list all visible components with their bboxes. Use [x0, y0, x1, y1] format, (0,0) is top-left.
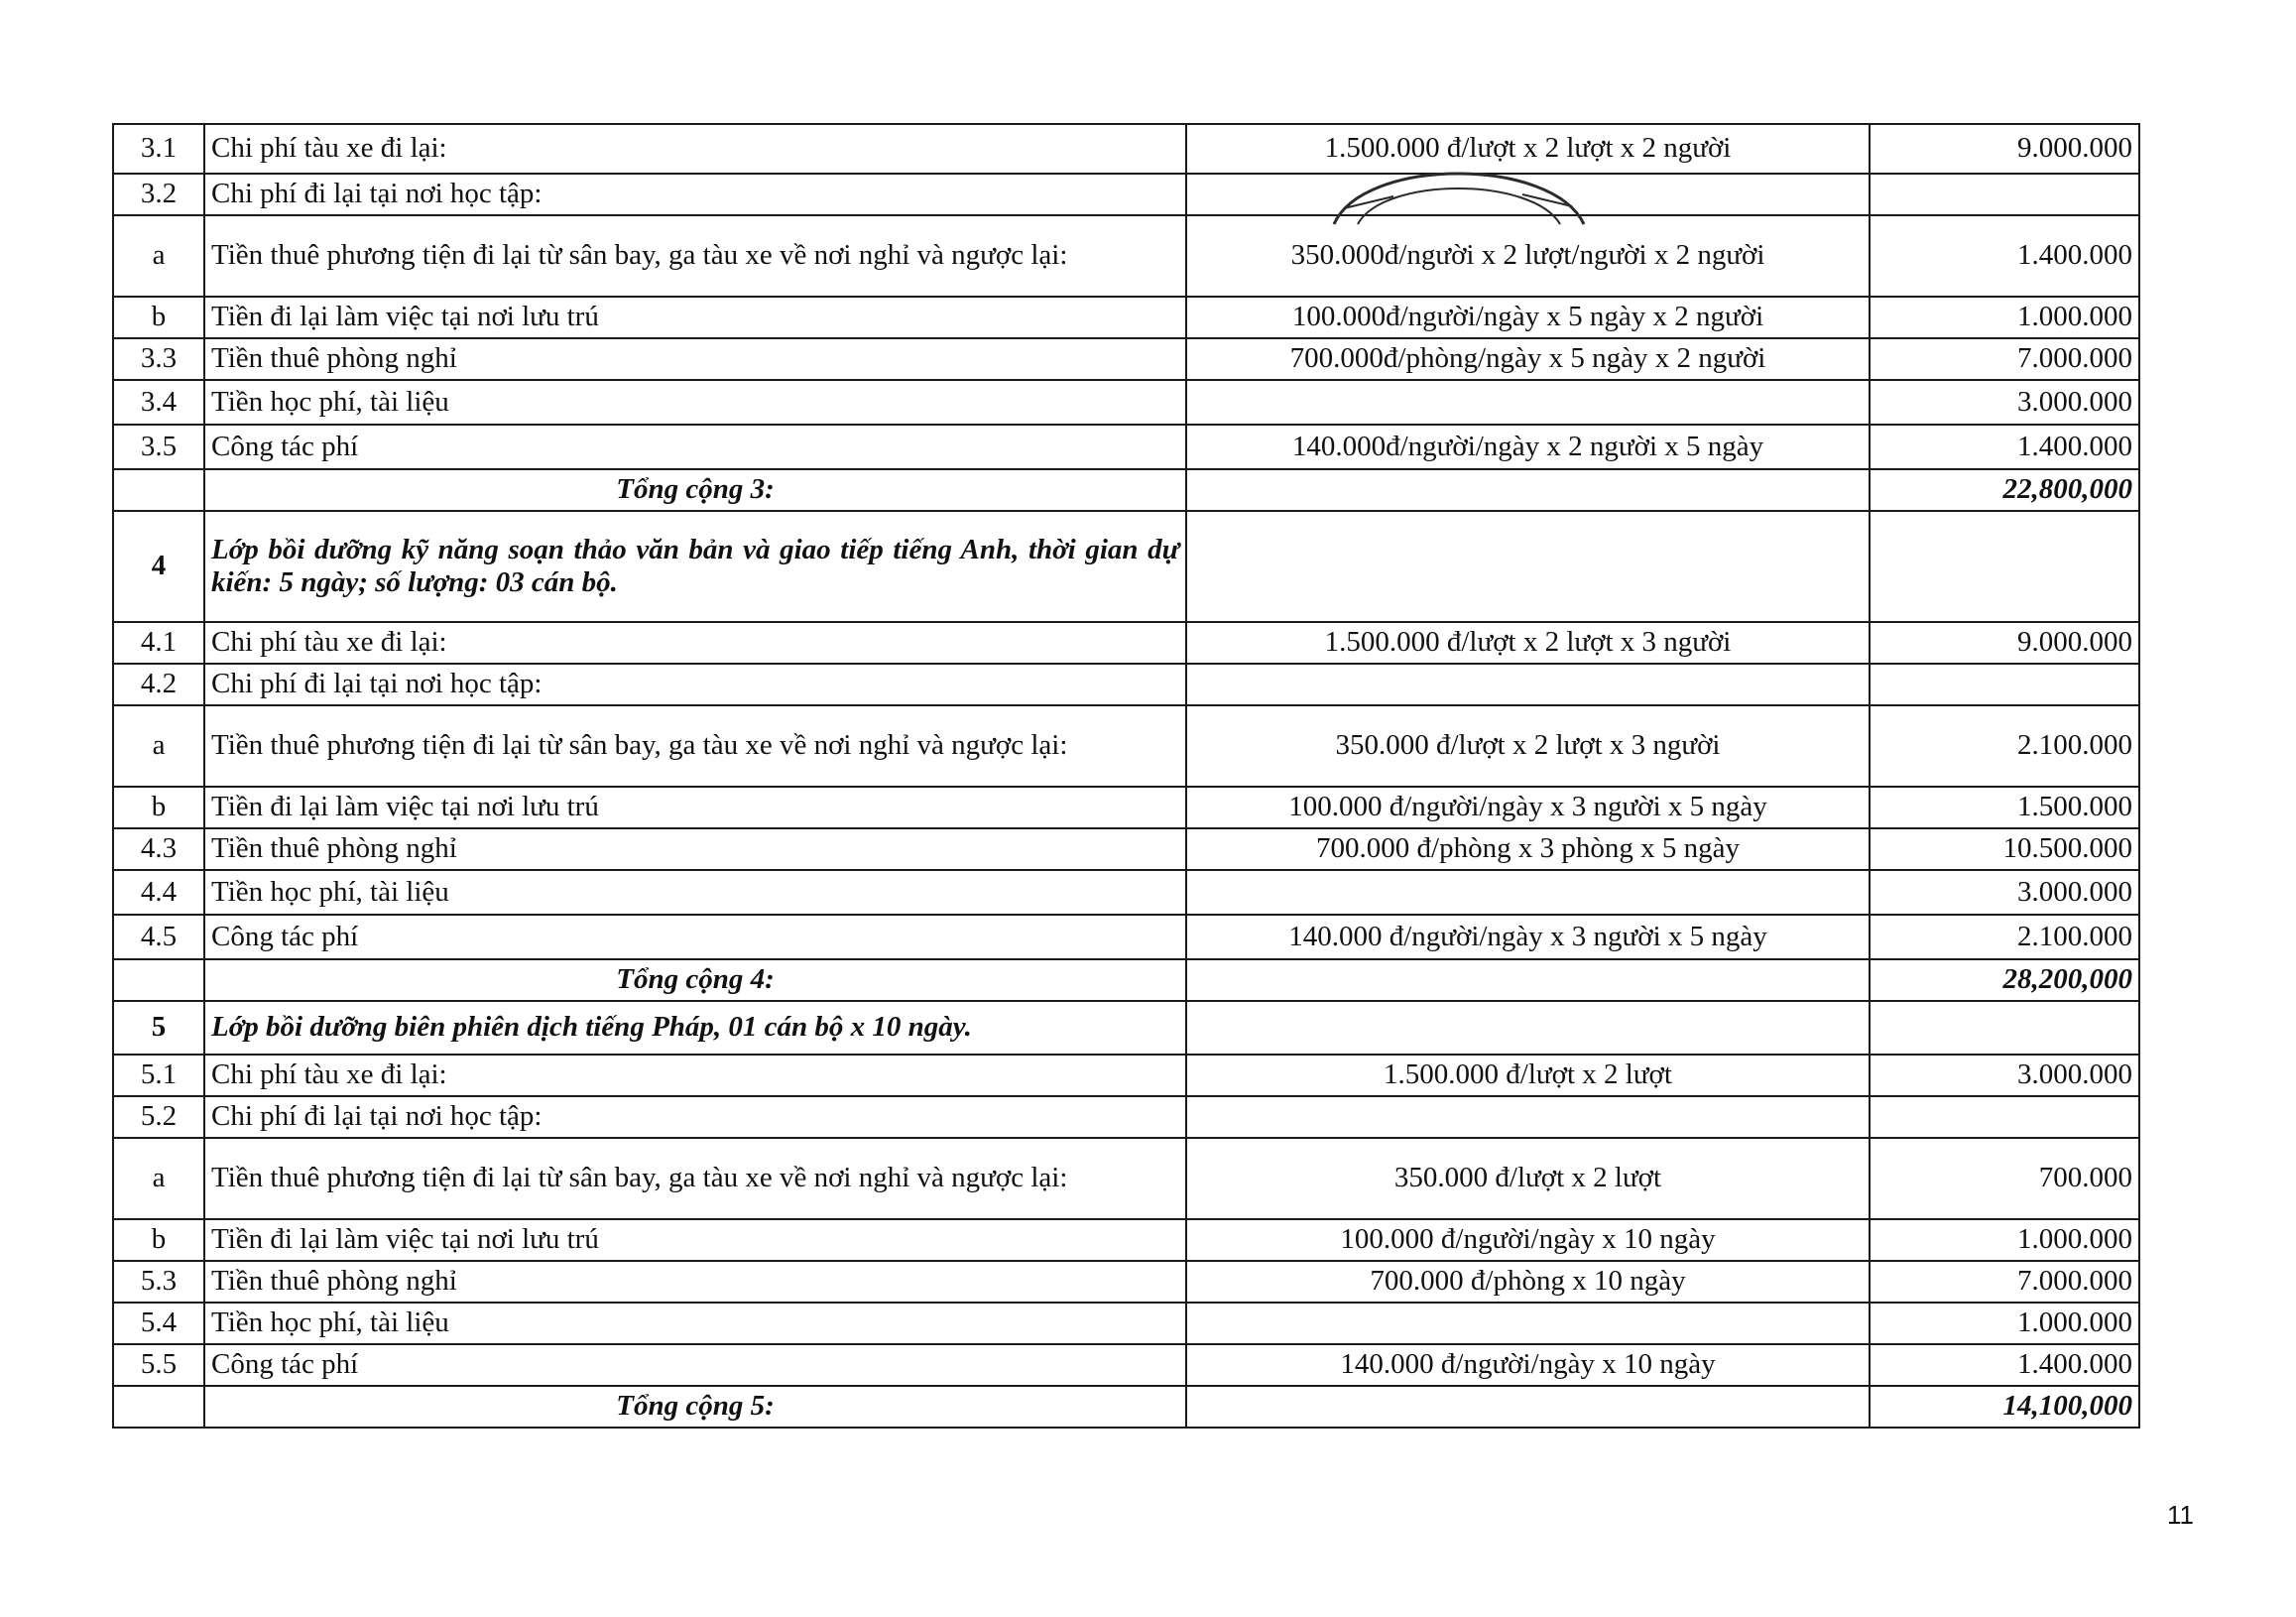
table-row [113, 1303, 2139, 1344]
calculation-cell: 140.000 đ/người/ngày x 10 ngày [1186, 1344, 1870, 1386]
row-number-cell: 4.2 [113, 664, 204, 705]
table-row [113, 915, 2139, 959]
amount-cell: 1.400.000 [1870, 1344, 2139, 1386]
calculation-cell: 100.000 đ/người/ngày x 3 người x 5 ngày [1186, 787, 1870, 828]
amount-cell [1870, 511, 2139, 622]
amount-cell [1870, 664, 2139, 705]
row-number-cell [113, 469, 204, 511]
table-row [113, 1138, 2139, 1219]
table-row [113, 870, 2139, 915]
table-row [113, 828, 2139, 870]
amount-cell: 28,200,000 [1870, 959, 2139, 1001]
amount-cell: 3.000.000 [1870, 1055, 2139, 1096]
amount-cell: 1.000.000 [1870, 1303, 2139, 1344]
calculation-cell: 1.500.000 đ/lượt x 2 lượt x 2 người [1186, 124, 1870, 174]
budget-table [112, 123, 2140, 1429]
row-number-cell: 4.3 [113, 828, 204, 870]
amount-cell [1870, 1096, 2139, 1138]
description-cell: Tiền thuê phương tiện đi lại từ sân bay, ga tàu xe về nơi nghỉ và ngược lại: [204, 705, 1186, 787]
row-number-cell: a [113, 1138, 204, 1219]
amount-cell: 700.000 [1870, 1138, 2139, 1219]
calculation-cell [1186, 959, 1870, 1001]
section-row [113, 511, 2139, 622]
row-number-cell [113, 959, 204, 1001]
amount-cell: 2.100.000 [1870, 915, 2139, 959]
calculation-cell: 700.000 đ/phòng x 3 phòng x 5 ngày [1186, 828, 1870, 870]
description-cell: Tổng cộng 4: [204, 959, 1186, 1001]
description-cell: Lớp bồi dưỡng kỹ năng soạn thảo văn bản và giao tiếp tiếng Anh, thời gian dự kiến: 5 ngày; số lượng: 03 cán bộ. [204, 511, 1186, 622]
amount-cell: 7.000.000 [1870, 338, 2139, 380]
row-number-cell: 3.4 [113, 380, 204, 425]
table-row [113, 787, 2139, 828]
row-number-cell: 5.4 [113, 1303, 204, 1344]
row-number-cell: 3.5 [113, 425, 204, 469]
section-row [113, 1001, 2139, 1055]
calculation-cell [1186, 174, 1870, 215]
row-number-cell: 3.2 [113, 174, 204, 215]
calculation-cell [1186, 1386, 1870, 1428]
description-cell: Chi phí tàu xe đi lại: [204, 124, 1186, 174]
calculation-cell [1186, 511, 1870, 622]
description-cell: Tiền học phí, tài liệu [204, 870, 1186, 915]
row-number-cell [113, 1386, 204, 1428]
table-row [113, 425, 2139, 469]
calculation-cell: 350.000 đ/lượt x 2 lượt [1186, 1138, 1870, 1219]
table-row [113, 1261, 2139, 1303]
row-number-cell: 3.1 [113, 124, 204, 174]
amount-cell: 7.000.000 [1870, 1261, 2139, 1303]
description-cell: Chi phí tàu xe đi lại: [204, 1055, 1186, 1096]
table-row [113, 1219, 2139, 1261]
total-row [113, 1386, 2139, 1428]
description-cell: Chi phí đi lại tại nơi học tập: [204, 174, 1186, 215]
row-number-cell: b [113, 1219, 204, 1261]
description-cell: Tiền đi lại làm việc tại nơi lưu trú [204, 297, 1186, 338]
row-number-cell: 5 [113, 1001, 204, 1055]
calculation-cell: 700.000đ/phòng/ngày x 5 ngày x 2 người [1186, 338, 1870, 380]
amount-cell: 3.000.000 [1870, 380, 2139, 425]
calculation-cell [1186, 1001, 1870, 1055]
amount-cell: 1.500.000 [1870, 787, 2139, 828]
amount-cell: 2.100.000 [1870, 705, 2139, 787]
calculation-cell: 100.000 đ/người/ngày x 10 ngày [1186, 1219, 1870, 1261]
table-row [113, 124, 2139, 174]
calculation-cell: 1.500.000 đ/lượt x 2 lượt [1186, 1055, 1870, 1096]
amount-cell: 3.000.000 [1870, 870, 2139, 915]
amount-cell: 22,800,000 [1870, 469, 2139, 511]
row-number-cell: 4 [113, 511, 204, 622]
description-cell: Công tác phí [204, 915, 1186, 959]
description-cell: Tiền thuê phòng nghỉ [204, 338, 1186, 380]
amount-cell: 1.400.000 [1870, 215, 2139, 297]
calculation-cell: 350.000đ/người x 2 lượt/người x 2 người [1186, 215, 1870, 297]
table-row [113, 215, 2139, 297]
row-number-cell: b [113, 787, 204, 828]
amount-cell: 1.000.000 [1870, 297, 2139, 338]
calculation-cell: 1.500.000 đ/lượt x 2 lượt x 3 người [1186, 622, 1870, 664]
table-row [113, 1344, 2139, 1386]
calculation-cell: 350.000 đ/lượt x 2 lượt x 3 người [1186, 705, 1870, 787]
calculation-cell: 140.000đ/người/ngày x 2 người x 5 ngày [1186, 425, 1870, 469]
description-cell: Tiền đi lại làm việc tại nơi lưu trú [204, 1219, 1186, 1261]
description-cell: Tổng cộng 3: [204, 469, 1186, 511]
row-number-cell: 4.4 [113, 870, 204, 915]
description-cell: Tiền thuê phòng nghỉ [204, 1261, 1186, 1303]
amount-cell [1870, 1001, 2139, 1055]
page-number: 11 [2167, 1500, 2194, 1530]
description-cell: Tiền học phí, tài liệu [204, 1303, 1186, 1344]
budget-table-body [113, 124, 2139, 1428]
amount-cell: 10.500.000 [1870, 828, 2139, 870]
table-row [113, 380, 2139, 425]
amount-cell: 1.000.000 [1870, 1219, 2139, 1261]
table-row [113, 705, 2139, 787]
amount-cell: 9.000.000 [1870, 622, 2139, 664]
description-cell: Chi phí tàu xe đi lại: [204, 622, 1186, 664]
calculation-cell [1186, 664, 1870, 705]
description-cell: Công tác phí [204, 1344, 1186, 1386]
table-row [113, 1096, 2139, 1138]
table-row [113, 338, 2139, 380]
row-number-cell: 4.1 [113, 622, 204, 664]
description-cell: Chi phí đi lại tại nơi học tập: [204, 1096, 1186, 1138]
row-number-cell: 5.3 [113, 1261, 204, 1303]
row-number-cell: 3.3 [113, 338, 204, 380]
calculation-cell [1186, 1096, 1870, 1138]
row-number-cell: 5.1 [113, 1055, 204, 1096]
calculation-cell [1186, 469, 1870, 511]
description-cell: Tiền thuê phòng nghỉ [204, 828, 1186, 870]
table-row [113, 1055, 2139, 1096]
total-row [113, 469, 2139, 511]
row-number-cell: 5.2 [113, 1096, 204, 1138]
table-row [113, 297, 2139, 338]
calculation-cell [1186, 380, 1870, 425]
row-number-cell: 5.5 [113, 1344, 204, 1386]
calculation-cell: 100.000đ/người/ngày x 5 ngày x 2 người [1186, 297, 1870, 338]
calculation-cell [1186, 1303, 1870, 1344]
amount-cell [1870, 174, 2139, 215]
calculation-cell [1186, 870, 1870, 915]
table-row [113, 664, 2139, 705]
total-row [113, 959, 2139, 1001]
description-cell: Tiền đi lại làm việc tại nơi lưu trú [204, 787, 1186, 828]
row-number-cell: 4.5 [113, 915, 204, 959]
amount-cell: 1.400.000 [1870, 425, 2139, 469]
description-cell: Chi phí đi lại tại nơi học tập: [204, 664, 1186, 705]
row-number-cell: b [113, 297, 204, 338]
description-cell: Tiền thuê phương tiện đi lại từ sân bay, ga tàu xe về nơi nghỉ và ngược lại: [204, 1138, 1186, 1219]
table-row [113, 174, 2139, 215]
description-cell: Tiền học phí, tài liệu [204, 380, 1186, 425]
description-cell: Công tác phí [204, 425, 1186, 469]
row-number-cell: a [113, 215, 204, 297]
calculation-cell: 700.000 đ/phòng x 10 ngày [1186, 1261, 1870, 1303]
description-cell: Tổng cộng 5: [204, 1386, 1186, 1428]
amount-cell: 9.000.000 [1870, 124, 2139, 174]
description-cell: Tiền thuê phương tiện đi lại từ sân bay, ga tàu xe về nơi nghỉ và ngược lại: [204, 215, 1186, 297]
calculation-cell: 140.000 đ/người/ngày x 3 người x 5 ngày [1186, 915, 1870, 959]
amount-cell: 14,100,000 [1870, 1386, 2139, 1428]
table-row [113, 622, 2139, 664]
row-number-cell: a [113, 705, 204, 787]
description-cell: Lớp bồi dưỡng biên phiên dịch tiếng Pháp, 01 cán bộ x 10 ngày. [204, 1001, 1186, 1055]
